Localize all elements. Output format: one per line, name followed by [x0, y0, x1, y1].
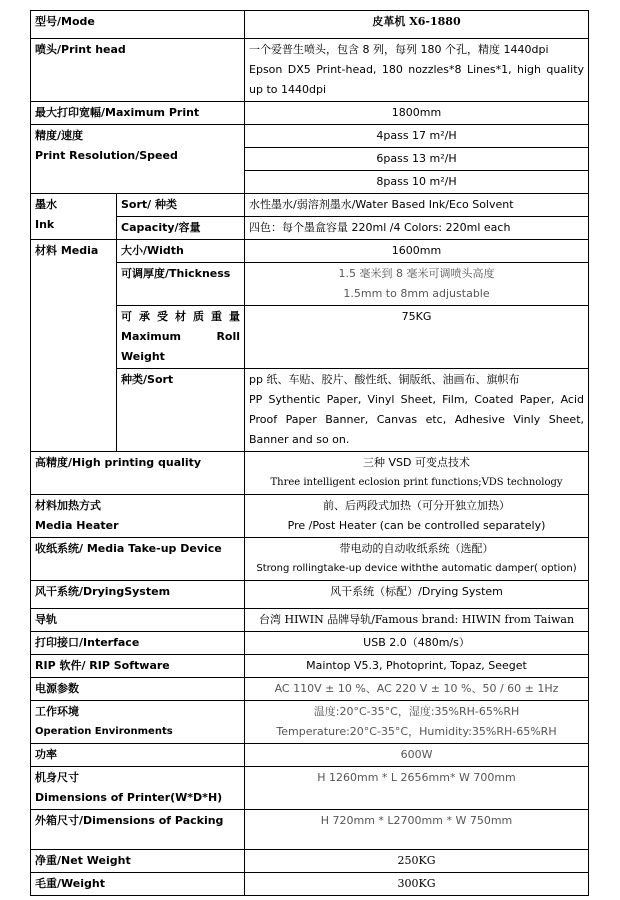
row-print-head: [31, 39, 589, 102]
resolution-label-cn: 精度/速度: [35, 129, 84, 142]
print-head-line-en: Epson DX5 Print-head, 180 nozzles*8 Lines*1, high quality up to 1440dpi: [249, 63, 585, 96]
model-value: 皮革机 X6-1880: [245, 11, 589, 39]
resolution-value-8pass: 8pass 10 m²/H: [245, 171, 589, 194]
row-quality: [31, 452, 589, 495]
ink-label-cn: 墨水: [35, 198, 57, 211]
row-power-source: [31, 678, 589, 701]
power-label: 功率: [31, 744, 245, 767]
row-media-width: [31, 240, 589, 263]
quality-line-cn: 三种 VSD 可变点技术: [363, 456, 470, 469]
row-dimensions: [31, 767, 589, 810]
print-head-label: 喷头/Print head: [31, 39, 245, 102]
environment-label-cn: 工作环境: [35, 705, 79, 718]
media-sort-line-en: PP Sythentic Paper, Vinyl Sheet, Film, Coated Paper, Acid Proof Paper Banner, Canvas etc, Adhesive Vinly Sheet, Banner and so on.: [249, 393, 585, 446]
interface-value: USB 2.0（480m/s）: [245, 632, 589, 655]
media-sort-line-cn: pp 纸、车贴、胶片、酸性纸、铜版纸、油画布、旗帜布: [249, 373, 520, 386]
ink-capacity-value: 四色：每个墨盒容量 220ml /4 Colors: 220ml each: [245, 217, 589, 240]
row-gross-weight: [31, 873, 589, 896]
media-thickness-line-cn: 1.5 毫米到 8 毫米可调喷头高度: [338, 267, 495, 280]
print-head-line-cn: 一个爱普生喷头，包含 8 列，每列 180 个孔，精度 1440dpi: [249, 43, 549, 56]
quality-label: 高精度/High printing quality: [31, 452, 245, 495]
resolution-value-6pass: 6pass 13 m²/H: [245, 148, 589, 171]
gross-weight-value: 300KG: [245, 873, 589, 896]
dimensions-label-cn: 机身尺寸: [35, 771, 79, 784]
media-weight-value: 75KG: [245, 306, 589, 369]
row-net-weight: [31, 850, 589, 873]
resolution-label-en: Print Resolution/Speed: [35, 149, 178, 162]
heater-label-cn: 材料加热方式: [35, 499, 101, 512]
rip-label: RIP 软件/ RIP Software: [31, 655, 245, 678]
takeup-line-en: Strong rollingtake-up device withthe automatic damper( option): [256, 563, 577, 574]
model-label: 型号/Mode: [31, 11, 245, 39]
power-value: 600W: [245, 744, 589, 767]
media-width-value: 1600mm: [245, 240, 589, 263]
row-takeup: [31, 538, 589, 581]
resolution-value-4pass: 4pass 17 m²/H: [245, 125, 589, 148]
heater-line-en: Pre /Post Heater (can be controlled separately): [287, 519, 546, 532]
row-environment: [31, 701, 589, 744]
drying-label: 风干系统/DryingSystem: [31, 581, 245, 609]
dimensions-label-en: Dimensions of Printer(W*D*H): [35, 791, 223, 804]
row-rail: [31, 609, 589, 632]
packing-label: 外箱尺寸/Dimensions of Packing: [31, 810, 245, 850]
ink-sort-label: Sort/ 种类: [117, 194, 245, 217]
takeup-label: 收纸系统/ Media Take-up Device: [31, 538, 245, 581]
drying-value: 风干系统（标配）/Drying System: [245, 581, 589, 609]
heater-label-en: Media Heater: [35, 519, 119, 532]
rail-value: 台湾 HIWIN 品牌导轨/Famous brand: HIWIN from Taiwan: [245, 609, 589, 632]
row-interface: [31, 632, 589, 655]
takeup-line-cn: 带电动的自动收纸系统（选配）: [339, 542, 494, 555]
row-max-print: [31, 102, 589, 125]
net-weight-value: 250KG: [245, 850, 589, 873]
heater-line-cn: 前、后两段式加热（可分开独立加热）: [323, 499, 511, 512]
ink-capacity-label: Capacity/容量: [117, 217, 245, 240]
environment-label-en: Operation Environments: [35, 726, 173, 737]
media-thickness-label: 可调厚度/Thickness: [117, 263, 245, 306]
row-model: [31, 11, 589, 39]
power-source-value: AC 110V ± 10 %、AC 220 V ± 10 %、50 / 60 ± 1Hz: [245, 678, 589, 701]
net-weight-label: 净重/Net Weight: [31, 850, 245, 873]
max-print-value: 1800mm: [245, 102, 589, 125]
row-rip: [31, 655, 589, 678]
media-width-label: 大小/Width: [117, 240, 245, 263]
dimensions-value: H 1260mm * L 2656mm* W 700mm: [245, 767, 589, 810]
environment-line-cn: 温度:20°C-35°C，湿度:35%RH-65%RH: [313, 705, 520, 718]
row-resolution-1: [31, 125, 589, 148]
media-thickness-line-en: 1.5mm to 8mm adjustable: [343, 287, 490, 300]
spec-table: [30, 10, 589, 896]
media-label: 材料 Media: [31, 240, 117, 452]
interface-label: 打印接口/Interface: [31, 632, 245, 655]
gross-weight-label: 毛重/Weight: [31, 873, 245, 896]
max-print-label: 最大打印宽幅/Maximum Print: [31, 102, 245, 125]
quality-line-en: Three intelligent eclosion print functions;VDS technology: [270, 477, 563, 488]
ink-sort-value: 水性墨水/弱溶剂墨水/Water Based Ink/Eco Solvent: [245, 194, 589, 217]
row-heater: [31, 495, 589, 538]
row-power: [31, 744, 589, 767]
environment-line-en: Temperature:20°C-35°C，Humidity:35%RH-65%RH: [276, 725, 557, 738]
media-weight-label: 可承受材质重量 Maximum Roll Weight: [117, 306, 245, 369]
row-drying: [31, 581, 589, 609]
power-source-label: 电源参数: [31, 678, 245, 701]
ink-label-en: Ink: [35, 218, 55, 231]
row-packing: [31, 810, 589, 850]
rail-label: 导轨: [31, 609, 245, 632]
packing-value: H 720mm * L2700mm * W 750mm: [245, 810, 589, 850]
row-ink-sort: [31, 194, 589, 217]
rip-value: Maintop V5.3, Photoprint, Topaz, Seeget: [245, 655, 589, 678]
media-sort-label: 种类/Sort: [117, 369, 245, 452]
